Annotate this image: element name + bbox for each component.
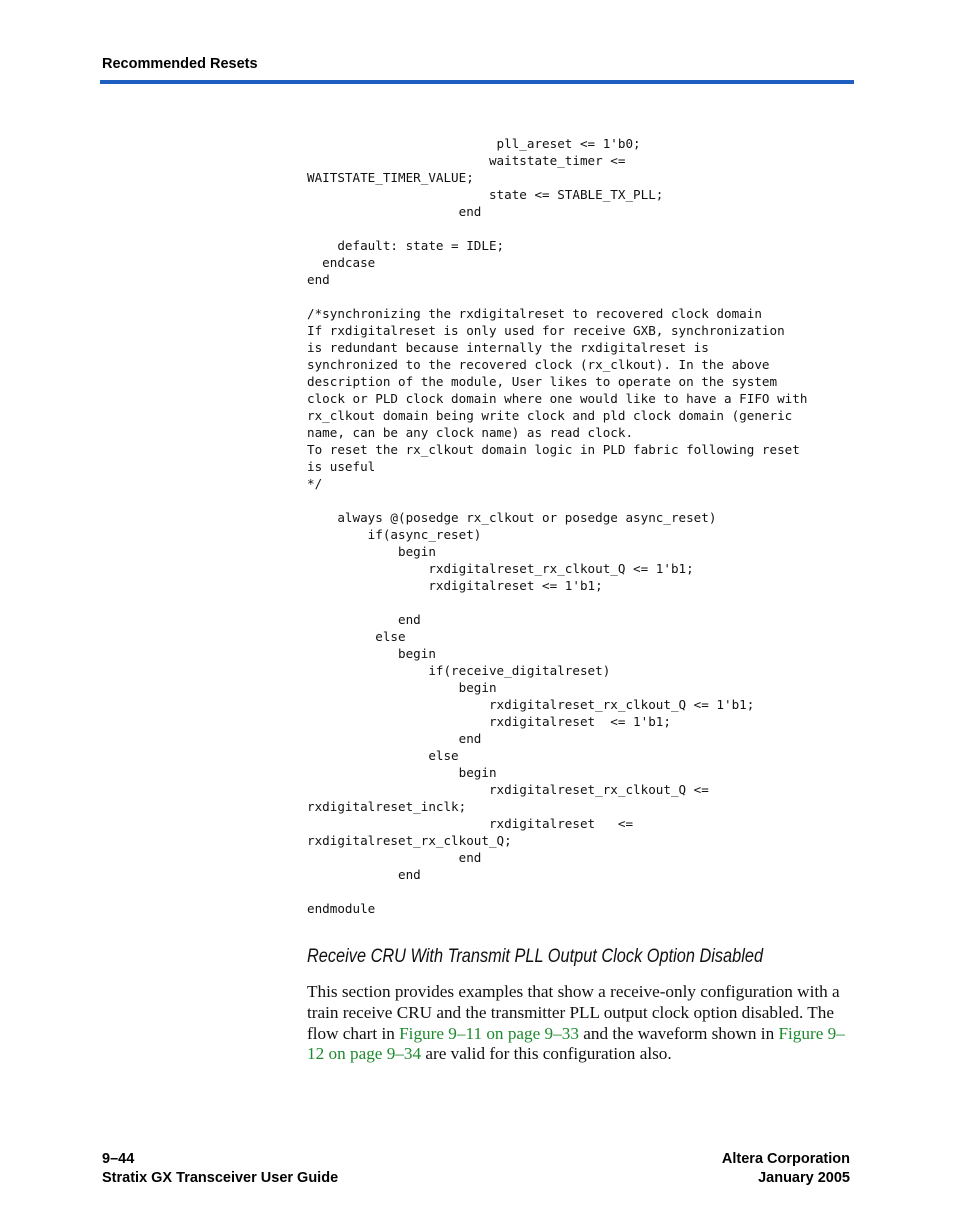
body-paragraph xyxy=(307,982,852,1065)
running-header-title: Recommended Resets xyxy=(102,56,258,72)
company-name: Altera Corporation xyxy=(721,1151,850,1167)
footer-left xyxy=(102,1150,338,1188)
paragraph-text-3: are valid for this configuration also. xyxy=(421,1044,672,1064)
publication-date: January 2005 xyxy=(758,1170,850,1186)
figure-9-11-link[interactable]: Figure 9–11 on page 9–33 xyxy=(399,1023,579,1043)
guide-title: Stratix GX Transceiver User Guide xyxy=(102,1170,339,1186)
verilog-code-block: pll_areset <= 1'b0; waitstate_timer <= WAITSTATE_TIMER_VALUE; state <= STABLE_TX_PLL; end default: state = IDLE; endcase end /*synchronizing the rxdigitalreset to recovered clock domain If rxdigitalreset is only used for receive GXB, synchronization is redundant because internally the rxdigitalreset is synchronized to the recovered clock (rx_clkout). In the above description of the module, User likes to operate on the system clock or PLD clock domain where one would like to have a FIFO with rx_clkout domain being write clock and pld clock domain (generic name, can be any clock name) as read clock. To reset the rx_clkout domain logic in PLD fabric following reset is useful */ always @(posedge rx_clkout or posedge async_reset) if(async_reset) begin rxdigitalreset_rx_clkout_Q <= 1'b1; rxdigitalreset <= 1'b1; end else begin if(receive_digitalreset) begin rxdigitalreset_rx_clkout_Q <= 1'b1; rxdigitalreset <= 1'b1; end else begin rxdigitalreset_rx_clkout_Q <= rxdigitalreset_inclk; rxdigitalreset <= rxdigitalreset_rx_clkout_Q; end end endmodule xyxy=(307,136,808,916)
paragraph-text-2: and the waveform shown in xyxy=(578,1023,779,1043)
figure-9-12-link[interactable]: Figure 9–12 on page 9–34 xyxy=(307,1023,845,1064)
page-number: 9–44 xyxy=(102,1151,135,1167)
footer-right xyxy=(722,1150,850,1188)
section-heading: Receive CRU With Transmit PLL Output Clock Option Disabled xyxy=(307,946,764,967)
paragraph-text-1: This section provides examples that show a receive-only configuration with a train receive CRU and the transmitter PLL output clock option disabled. The flow chart in xyxy=(307,982,840,1043)
header-rule xyxy=(100,80,854,84)
